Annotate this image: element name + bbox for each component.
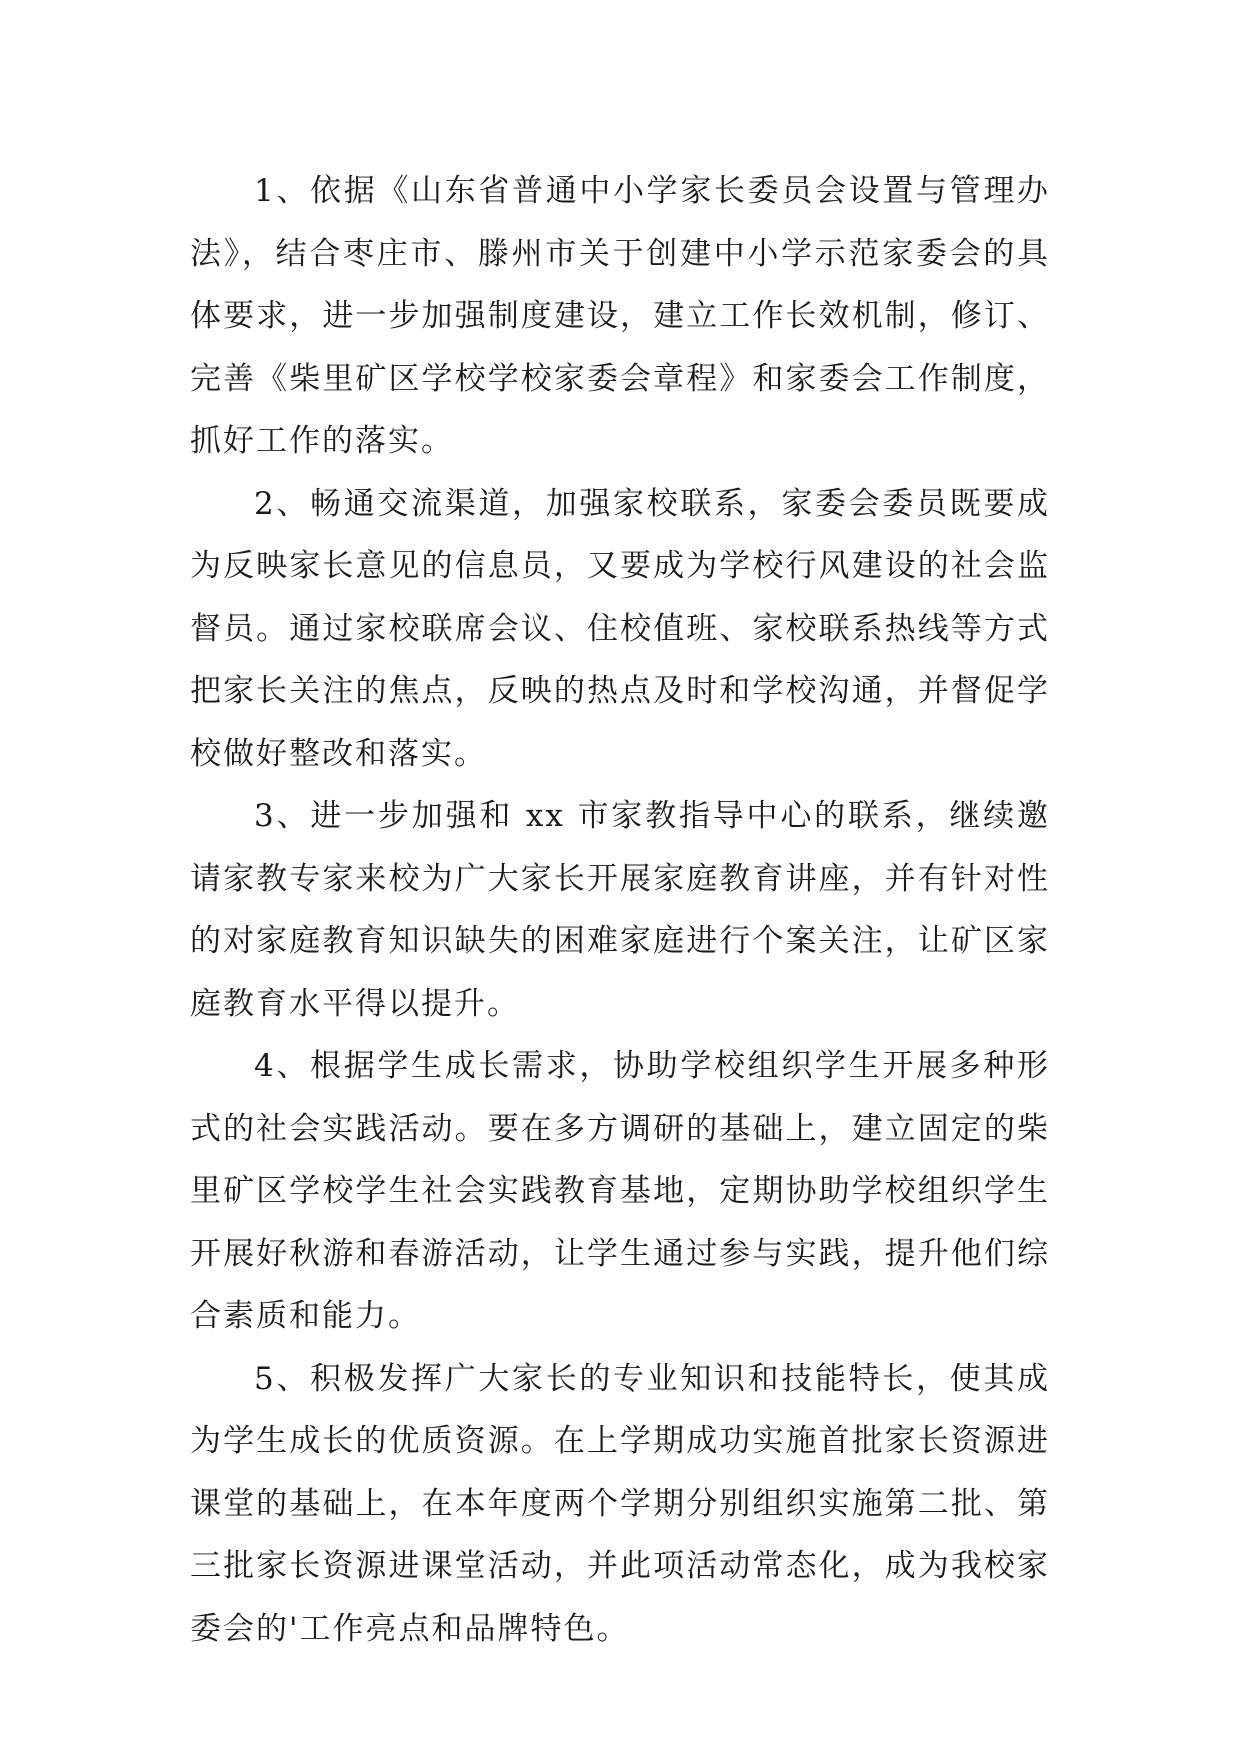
paragraph-4: 4、根据学生成长需求，协助学校组织学生开展多种形式的社会实践活动。要在多方调研的基础上，建立固定的柴里矿区学校学生社会实践教育基地，定期协助学校组织学生开展好秋游和春游活动，让学生通过参与实践，提升他们综合素质和能力。	[190, 1048, 1050, 1334]
paragraph-3: 3、进一步加强和 xx 市家教指导中心的联系，继续邀请家教专家来校为广大家长开展家庭教育讲座，并有针对性的对家庭教育知识缺失的困难家庭进行个案关注，让矿区家庭教育水平得以提升。	[190, 798, 1050, 1022]
paragraph-2: 2、畅通交流渠道，加强家校联系，家委会委员既要成为反映家长意见的信息员，又要成为学校行风建设的社会监督员。通过家校联席会议、住校值班、家校联系热线等方式把家长关注的焦点，反映的热点及时和学校沟通，并督促学校做好整改和落实。	[190, 485, 1050, 772]
paragraph-1: 1、依据《山东省普通中小学家长委员会设置与管理办法》，结合枣庄市、滕州市关于创建中小学示范家委会的具体要求，进一步加强制度建设，建立工作长效机制，修订、完善《柴里矿区学校学校家委会章程》和家委会工作制度，抓好工作的落实。	[190, 173, 1050, 459]
document-body	[190, 160, 1050, 1660]
paragraph-5: 5、积极发挥广大家长的专业知识和技能特长，使其成为学生成长的优质资源。在上学期成功实施首批家长资源进课堂的基础上，在本年度两个学期分别组织实施第二批、第三批家长资源进课堂活动，并此项活动常态化，成为我校家委会的'工作亮点和品牌特色。	[190, 1360, 1050, 1647]
